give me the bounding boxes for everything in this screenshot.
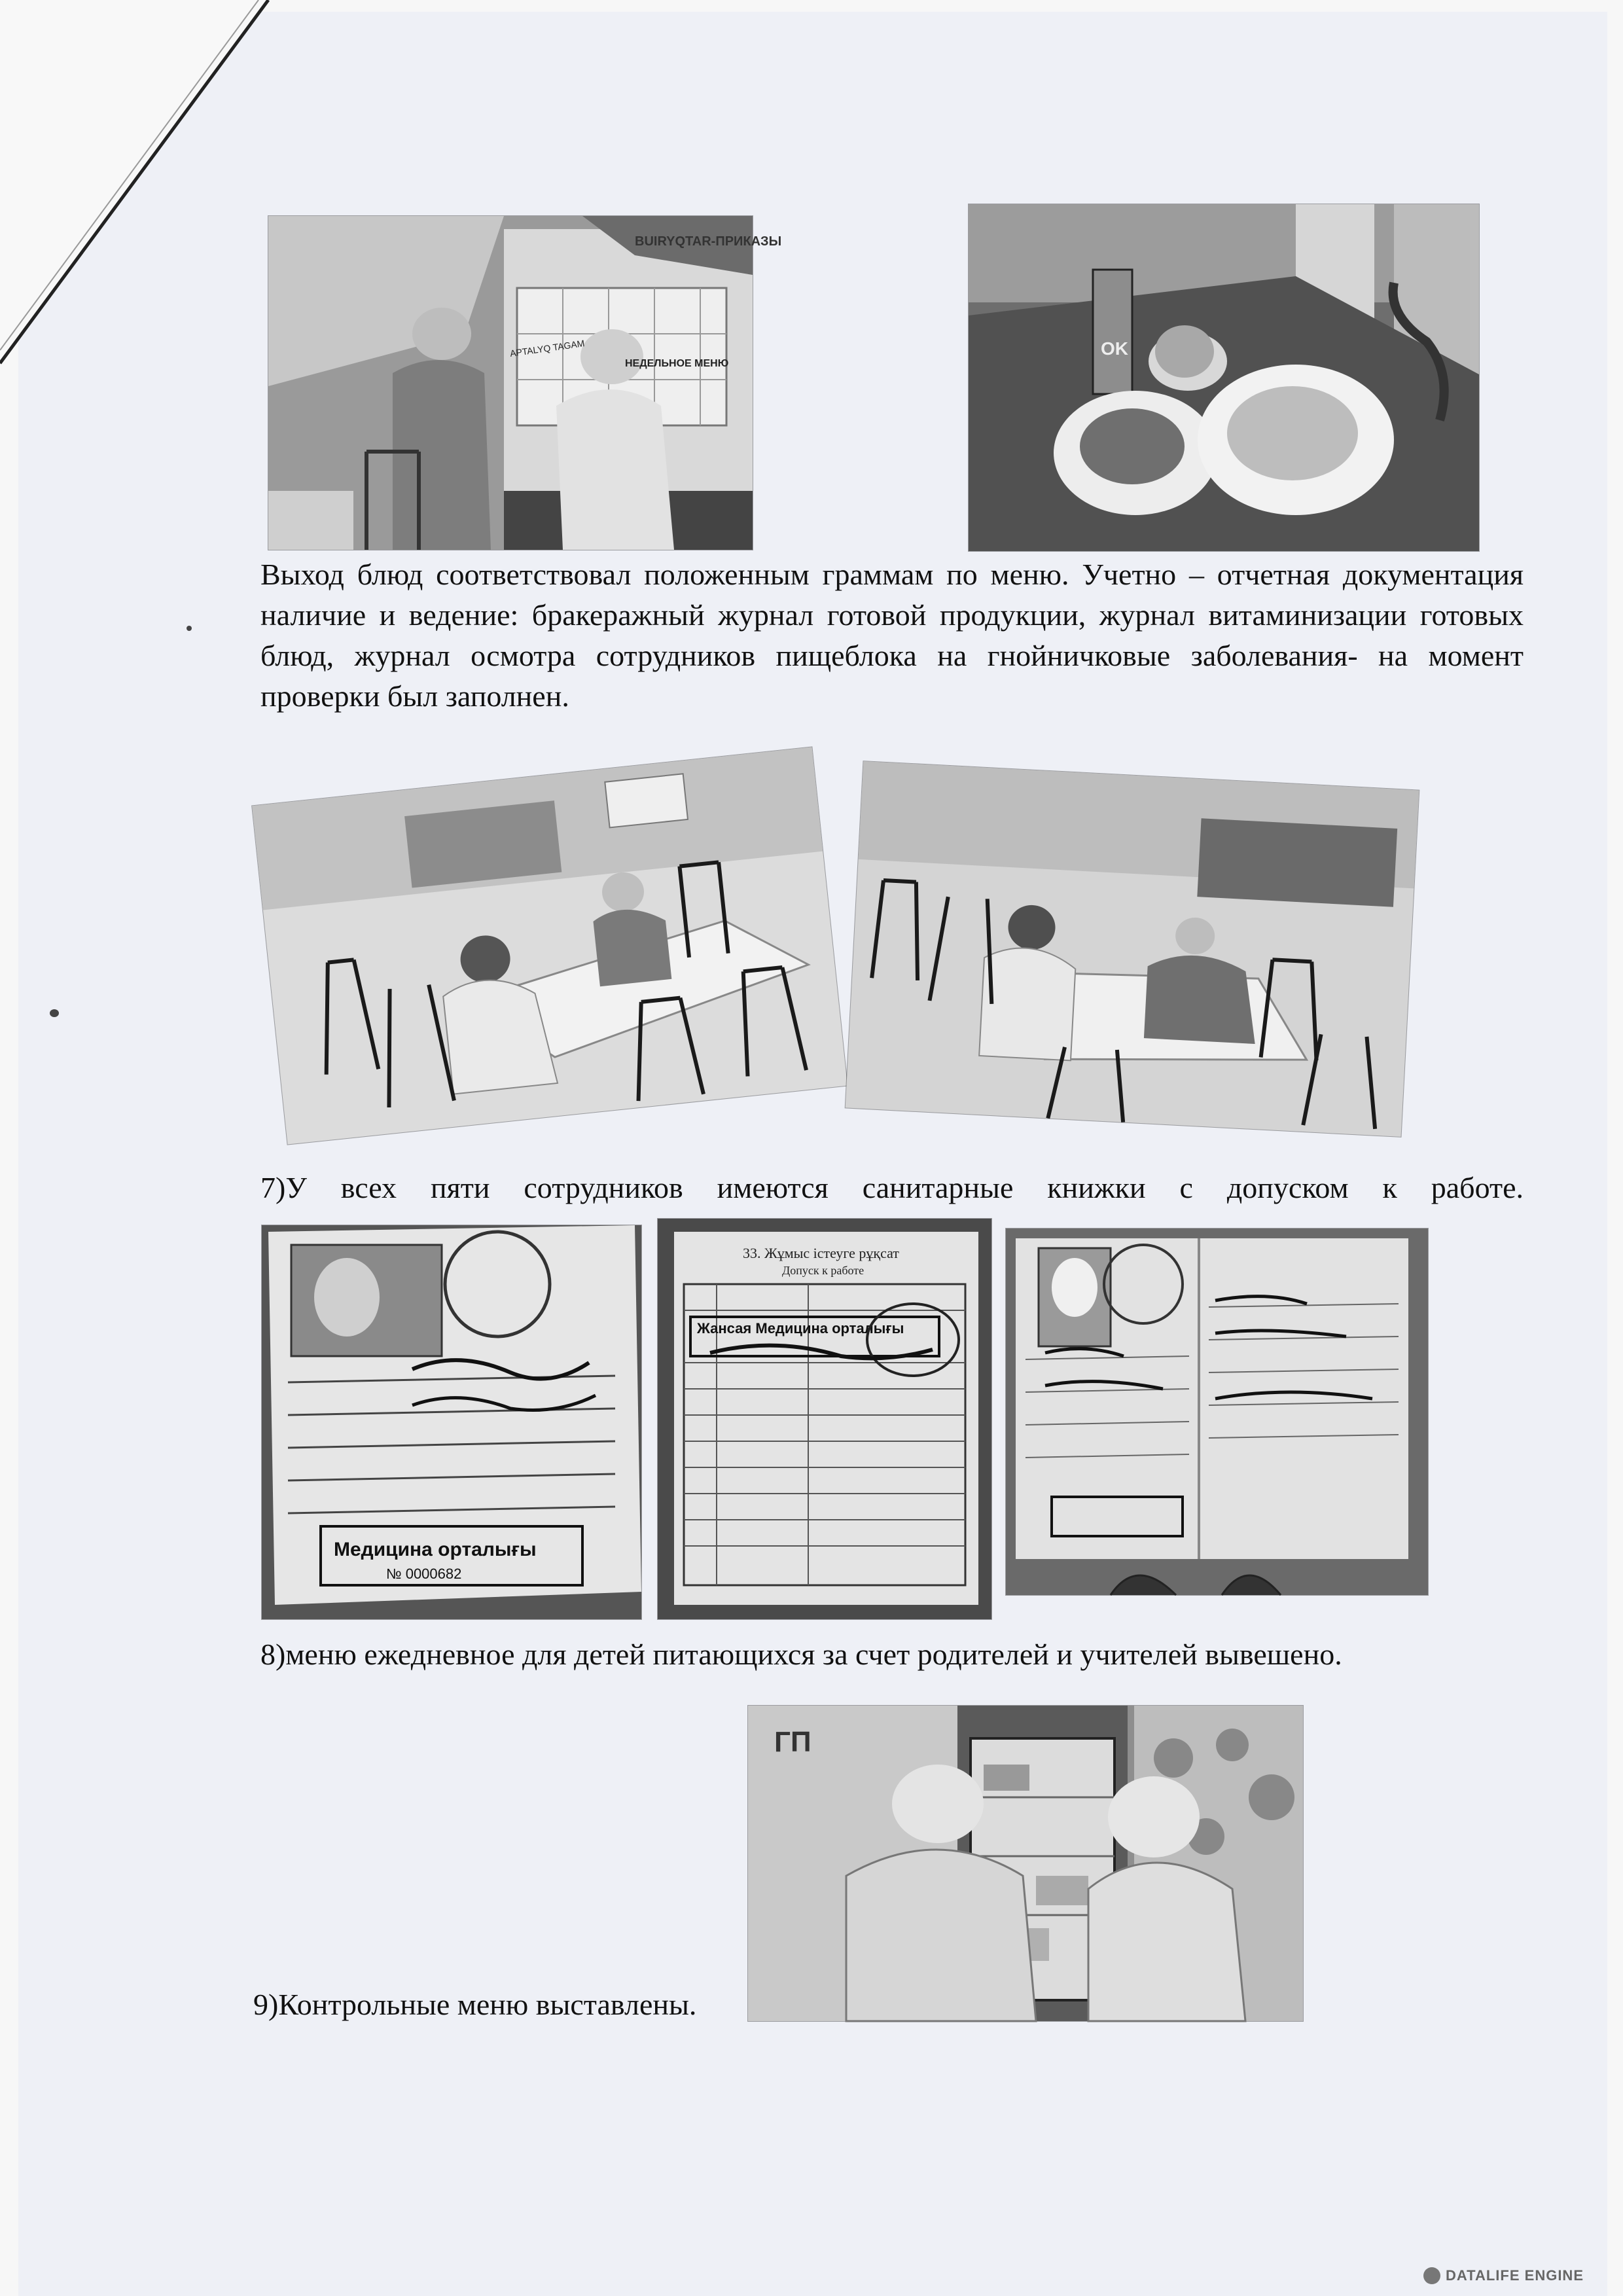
board-heading-text: BUIRYQTAR-ПРИКАЗЫ	[635, 234, 782, 249]
paragraph-kitchen-documentation: Выход блюд соответствовал положенным граммам по меню. Учетно – отчетная документация наличие и ведение: бракеражный журнал готовой продукции, журнал витаминизации готовых блюд, журнал осмотра сотрудников пищеблока на гнойничковые заболевания- на момент проверки был заполнен.	[260, 558, 1524, 713]
board-right-label-text: НЕДЕЛЬНОЕ МЕНЮ	[625, 358, 729, 369]
watermark	[1423, 2267, 1584, 2284]
fridge-label-text: ГП	[774, 1726, 812, 1758]
juice-label-text: OK	[1101, 338, 1128, 359]
photo-dining-interview-1	[252, 747, 847, 1144]
photo-dining-interview-2	[846, 761, 1419, 1137]
item-9-control-menu: 9)Контрольные меню выставлены.	[253, 1988, 697, 2021]
photo-sanitary-book-2	[658, 1219, 991, 1619]
book-1-number-text: № 0000682	[386, 1566, 462, 1582]
book-1-stamp-text: Медицина орталығы	[334, 1539, 537, 1560]
scan-speck	[187, 626, 192, 631]
book-2-stamp-text: Жансая Медицина орталығы	[697, 1320, 904, 1336]
photo-sanitary-book-1	[262, 1225, 641, 1619]
scan-speck	[50, 1009, 59, 1017]
photo-control-menu-fridge	[748, 1706, 1303, 2021]
item-7-sanitary-books: 7)У всех пяти сотрудников имеются санитарные книжки с допуском к работе.	[260, 1171, 1524, 1204]
watermark-text: DATALIFE ENGINE	[1446, 2267, 1584, 2284]
page-edge	[1607, 0, 1623, 2296]
book-2-subheader-text: Допуск к работе	[782, 1264, 865, 1277]
datalife-logo-icon	[1423, 2267, 1440, 2284]
photo-menu-board	[268, 216, 782, 550]
folded-corner	[0, 0, 275, 367]
photo-sanitary-book-3	[1006, 1229, 1428, 1595]
photo-meal-plates	[969, 204, 1479, 551]
item-8-daily-menu: 8)меню ежедневное для детей питающихся за счет родителей и учителей вывешено.	[260, 1638, 1342, 1671]
book-2-header-text: 33. Жұмыс істеуге рұқсат	[743, 1245, 899, 1261]
board-left-label-text: APTALYQ TAGAM	[509, 338, 586, 359]
